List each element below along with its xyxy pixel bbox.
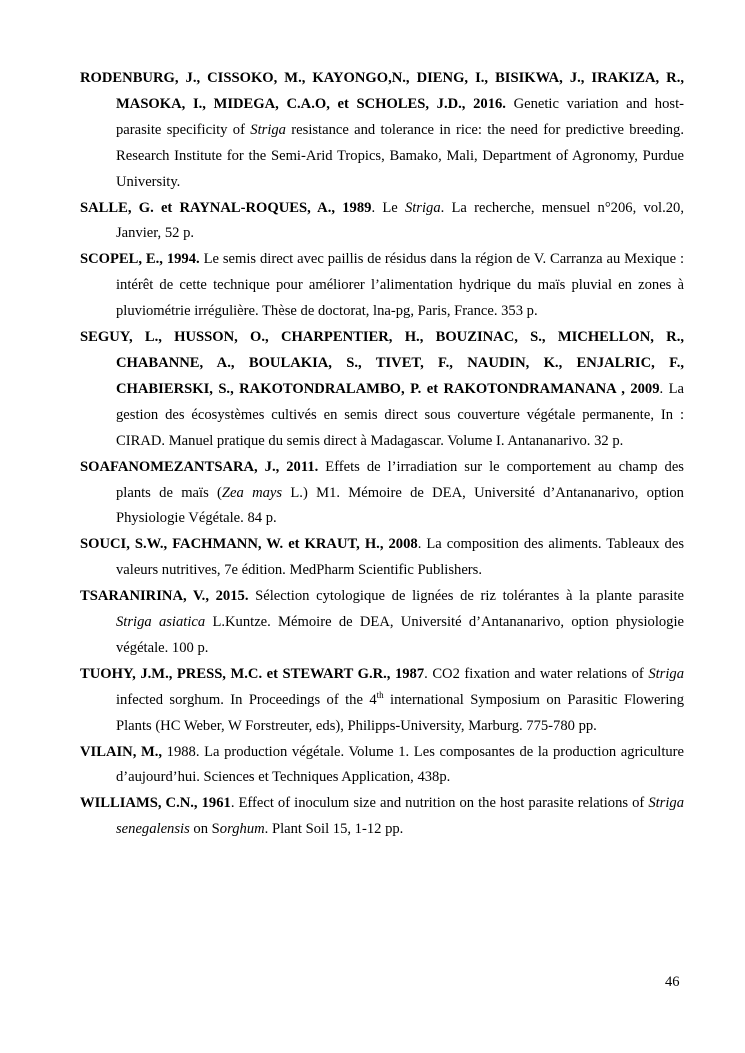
page-number: 46 (665, 974, 680, 990)
reference-soafanomezantsara: SOAFANOMEZANTSARA, J., 2011. Effets de l’irradiation sur le comportement au champ des plants de maïs (Zea mays L.) M1. Mémoire de DEA, Université d’Antananarivo, option Physiologie Végétale. 84 p. (80, 458, 684, 527)
reference-salle: SALLE, G. et RAYNAL-ROQUES, A., 1989. Le Striga. La recherche, mensuel n°206, vol.20, Janvier, 52 p. (80, 199, 684, 242)
reference-vilain: VILAIN, M., 1988. La production végétale. Volume 1. Les composantes de la production agriculture d’aujourd’hui. Sciences et Techniques Application, 438p. (80, 743, 685, 786)
reference-rodenburg: RODENBURG, J., CISSOKO, M., KAYONGO,N., DIENG, I., BISIKWA, J., IRAKIZA, R., MASOKA, I., MIDEGA, C.A.O, et SCHOLES, J.D., 2016. Genetic variation and host-parasite specificity of Striga resistance and tolerance in rice: the need for predictive breeding. Research Institute for the Semi-Arid Tropics, Bamako, Mali, Department of Agronomy, Purdue University. (80, 70, 684, 190)
reference-tuohy: TUOHY, J.M., PRESS, M.C. et STEWART G.R., 1987. CO2 fixation and water relations of Striga infected sorghum. In Proceedings of the 4th international Symposium on Parasitic Flowering Plants (HC Weber, W Forstreuter, eds), Philipps-University, Marburg. 775-780 pp. (80, 665, 684, 734)
reference-seguy: SEGUY, L., HUSSON, O., CHARPENTIER, H., BOUZINAC, S., MICHELLON, R., CHABANNE, A., BOULAKIA, S., TIVET, F., NAUDIN, K., ENJALRIC, F., CHABIERSKI, S., RAKOTONDRALAMBO, P. et RAKOTONDRAMANANA , 2009. La gestion des écosystèmes cultivés en semis direct sous couverture végétale permanente, In : CIRAD. Manuel pratique du semis direct à Madagascar. Volume I. Antananarivo. 32 p. (80, 329, 684, 449)
reference-souci: SOUCI, S.W., FACHMANN, W. et KRAUT, H., 2008. La composition des aliments. Tableaux des valeurs nutritives, 7e édition. MedPharm Scientific Publishers. (80, 536, 684, 579)
reference-scopel: SCOPEL, E., 1994. Le semis direct avec paillis de résidus dans la région de V. Carranza au Mexique : intérêt de cette technique pour améliorer l’alimentation hydrique du maïs pluvial en zones à pluviométrie irrégulière. Thèse de doctorat, lna-pg, Paris, France. 353 p. (80, 251, 685, 320)
reference-williams: WILLIAMS, C.N., 1961. Effect of inoculum size and nutrition on the host parasite relations of Striga senegalensis on Sorghum. Plant Soil 15, 1-12 pp. (80, 795, 684, 838)
reference-tsaranirina: TSARANIRINA, V., 2015. Sélection cytologique de lignées de riz tolérantes à la plante parasite Striga asiatica L.Kuntze. Mémoire de DEA, Université d’Antananarivo, option physiologie végétale. 100 p. (80, 588, 684, 656)
reference-list (80, 66, 684, 843)
